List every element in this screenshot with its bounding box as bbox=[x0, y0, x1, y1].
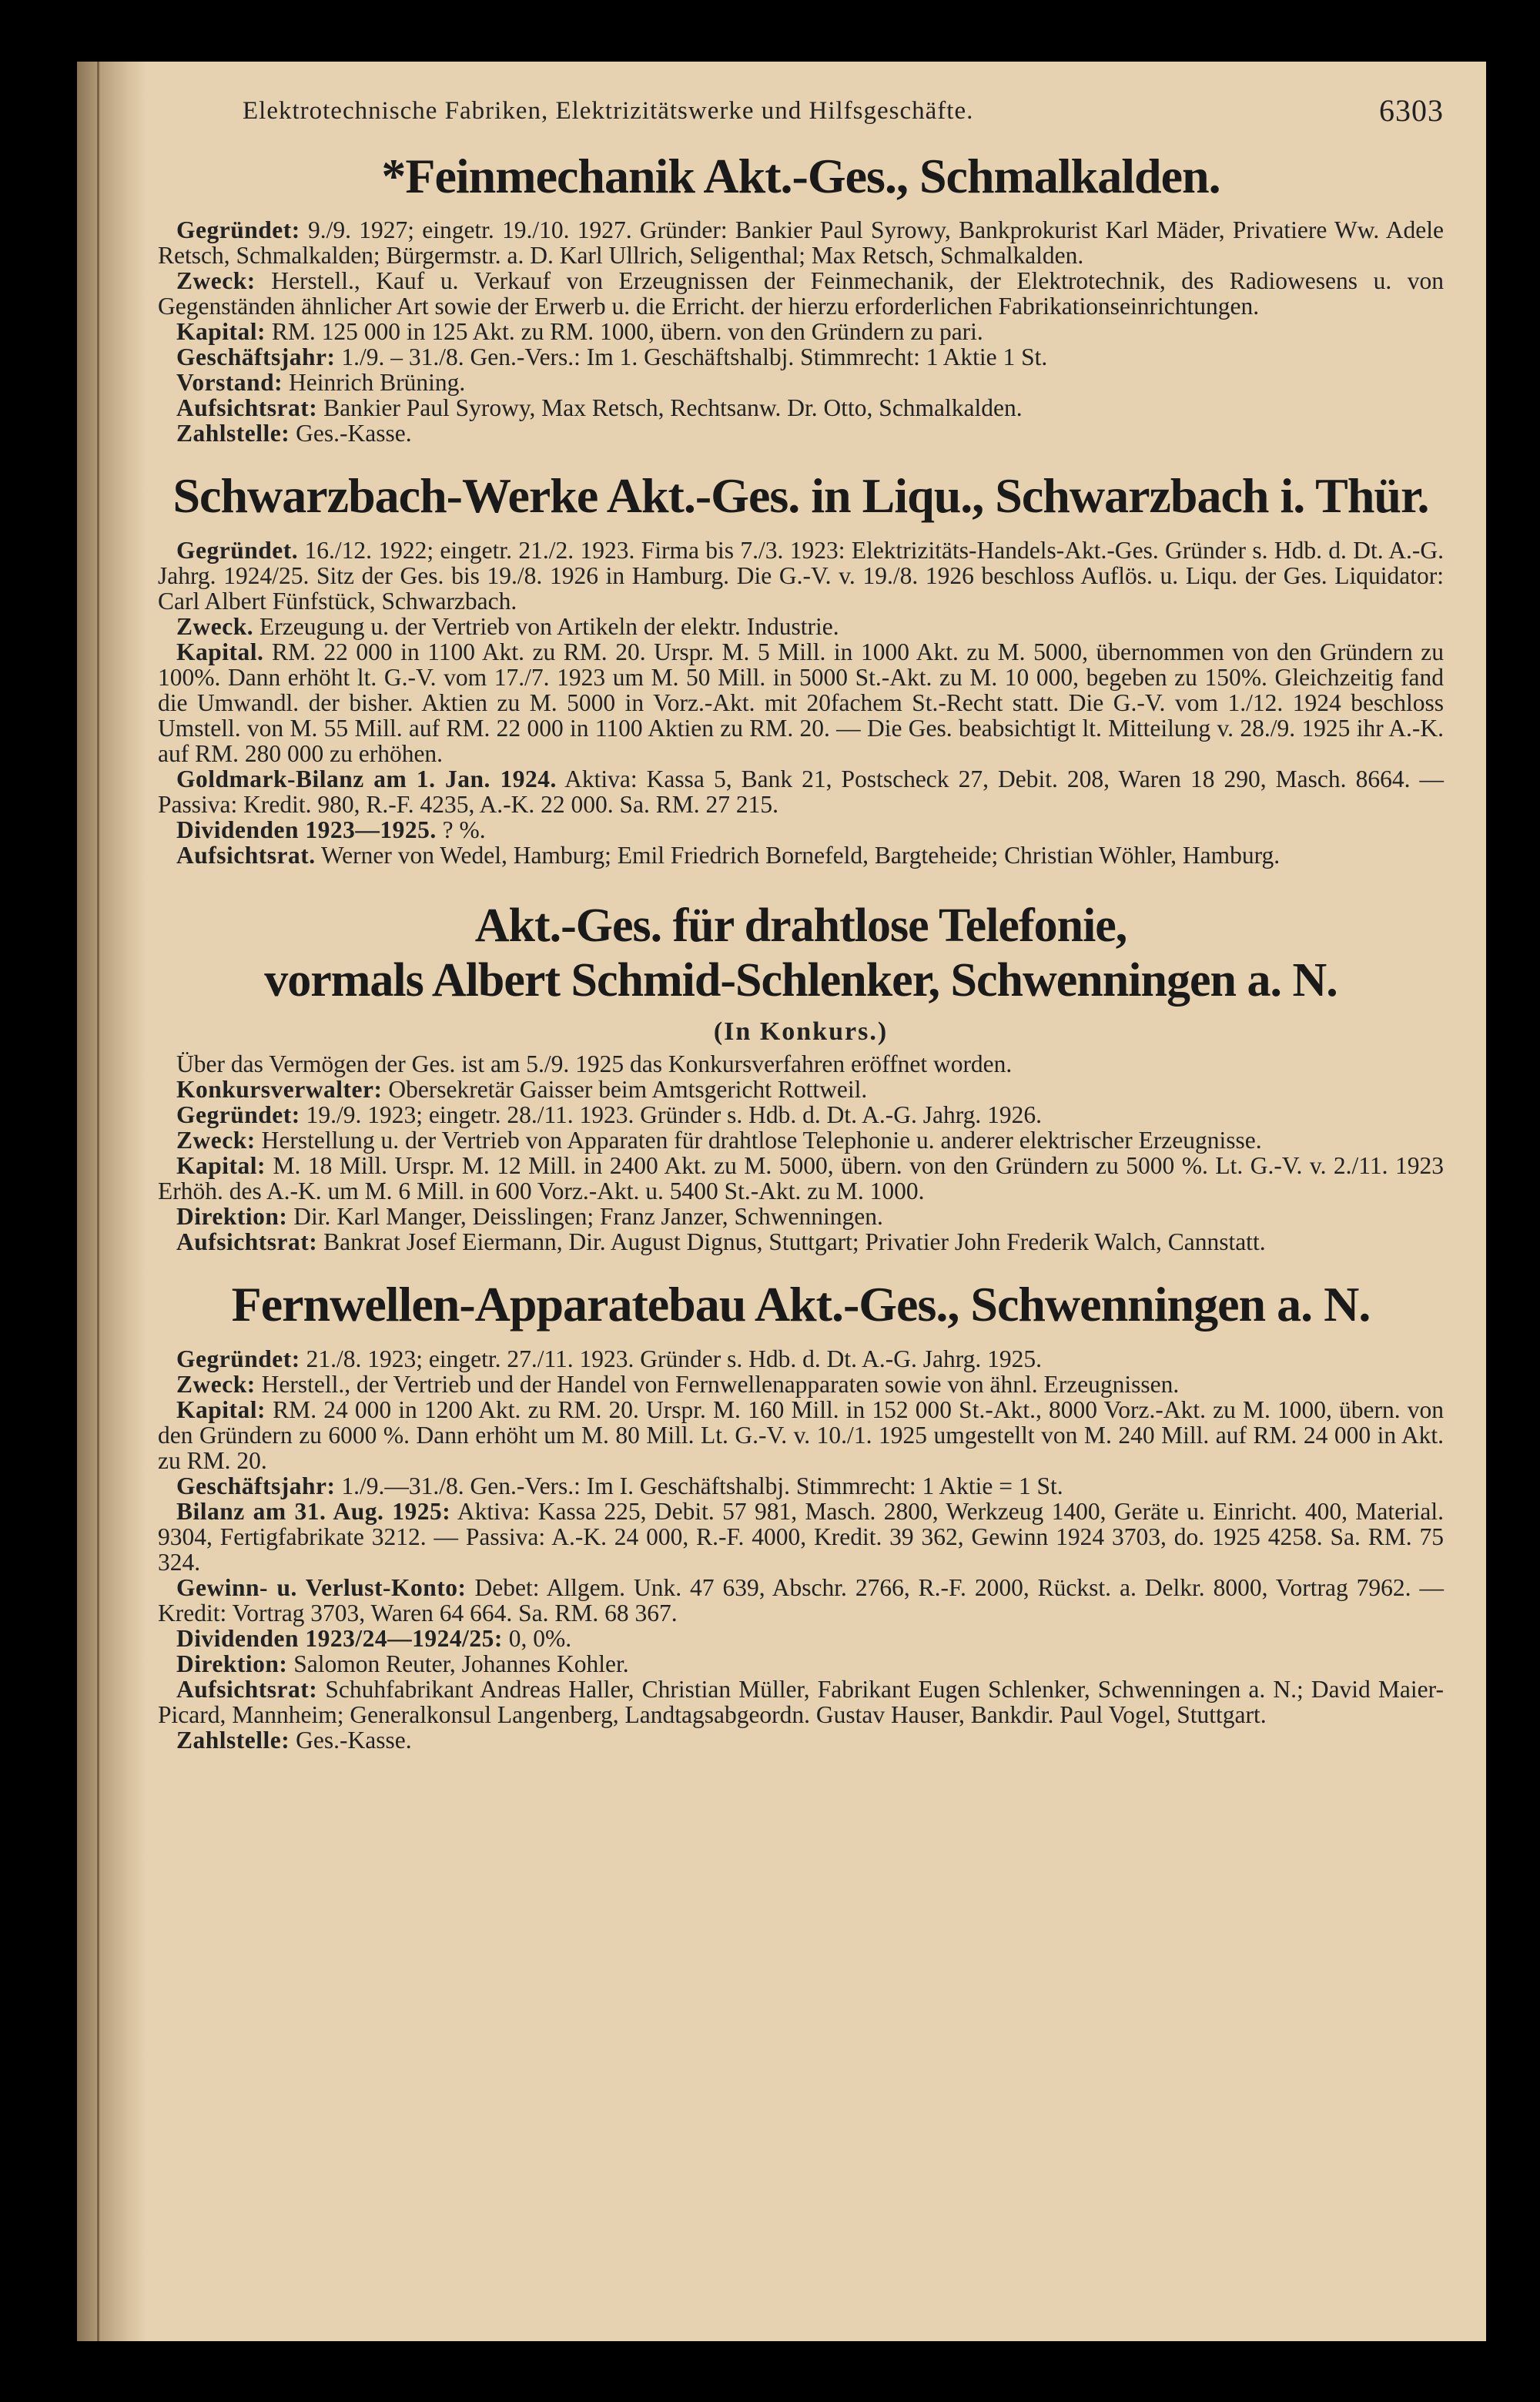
field-text: M. 18 Mill. Urspr. M. 12 Mill. in 2400 Akt. zu M. 5000, übern. von den Gründern zu 5000 %. Lt. G.-V. v. 2./11. 1923 Erhöh. des A.-K. um M. 6 Mill. in 600 Vorz.-Akt. u. 5400 St.-Akt. zu M. 1000. bbox=[158, 1152, 1444, 1205]
field-text: Herstell., der Vertrieb und der Handel von Fernwellenapparaten sowie von ähnl. Erzeugnissen. bbox=[261, 1370, 1180, 1398]
field-label: Dividenden 1923/24—1924/25: bbox=[176, 1624, 503, 1652]
entry-paragraph bbox=[158, 1473, 1444, 1499]
field-text: Bankier Paul Syrowy, Max Retsch, Rechtsanw. Dr. Otto, Schmalkalden. bbox=[323, 394, 1023, 422]
entry-paragraph bbox=[158, 1077, 1444, 1102]
entry-paragraph bbox=[158, 1153, 1444, 1204]
company-title: *Feinmechanik Akt.-Ges., Schmalkalden. bbox=[381, 149, 1220, 203]
running-head bbox=[158, 92, 1444, 139]
entry-paragraph bbox=[158, 1499, 1444, 1575]
entry-paragraph bbox=[158, 370, 1444, 395]
field-label: Konkursverwalter: bbox=[176, 1076, 383, 1104]
company-title: Fernwellen-Apparatebau Akt.-Ges., Schwenningen a. N. bbox=[231, 1277, 1371, 1332]
entry-paragraph bbox=[158, 1397, 1444, 1473]
field-text: Dir. Karl Manger, Deisslingen; Franz Janzer, Schwenningen. bbox=[293, 1203, 883, 1231]
entry-paragraph bbox=[158, 1229, 1444, 1255]
field-text: Salomon Reuter, Johannes Kohler. bbox=[293, 1650, 629, 1677]
field-label: Aufsichtsrat. bbox=[176, 841, 316, 869]
field-label: Kapital: bbox=[176, 1152, 266, 1180]
company-title bbox=[158, 899, 1444, 1009]
entry-paragraph bbox=[158, 1727, 1444, 1753]
entry-paragraph bbox=[158, 843, 1444, 868]
field-label: Aufsichtsrat: bbox=[176, 1228, 318, 1256]
field-text: Ges.-Kasse. bbox=[296, 1726, 412, 1754]
entry-paragraph bbox=[158, 538, 1444, 614]
field-text: Aktiva: Kassa 5, Bank 21, Postscheck 27, Debit. 208, Waren 18 290, Masch. 8664. — Passiva: Kredit. 980, R.-F. 4235, A.-K. 22 000. Sa. RM. 27 215. bbox=[158, 765, 1444, 818]
entry-paragraph bbox=[158, 1372, 1444, 1397]
field-label: Gegründet: bbox=[176, 1101, 300, 1129]
field-text: 19./9. 1923; eingetr. 28./11. 1923. Gründer s. Hdb. d. Dt. A.-G. Jahrg. 1926. bbox=[306, 1101, 1043, 1129]
field-label: Zweck: bbox=[176, 267, 256, 295]
field-text: 1./9. – 31./8. Gen.-Vers.: Im 1. Geschäftshalbj. Stimmrecht: 1 Aktie 1 St. bbox=[341, 343, 1048, 371]
field-label: Aufsichtsrat: bbox=[176, 1675, 318, 1703]
field-text: RM. 22 000 in 1100 Akt. zu RM. 20. Urspr. M. 5 Mill. in 1000 Akt. zu M. 5000, übernommen von den Gründern zu 100%. Dann erhöht lt. G.-V. vom 17./7. 1923 um M. 50 Mill. in 5000 St.-Akt. zu M. 10 000, begeben zu 150%. Gleichzeitig fand die Umwandl. der bisher. Aktien zu M. 5000 in Vorz.-Akt. mit 20fachem St.-Recht statt. Die G.-V. vom 1./12. 1924 beschloss Umstell. von M. 55 Mill. auf RM. 22 000 in 1100 Aktien zu RM. 20. — Die Ges. beabsichtigt lt. Mitteilung v. 28./9. 1925 ihr A.-K. auf RM. 280 000 zu erhöhen. bbox=[158, 638, 1445, 767]
entry-paragraph bbox=[158, 1575, 1444, 1626]
field-text: Bankrat Josef Eiermann, Dir. August Dignus, Stuttgart; Privatier John Frederik Walch, Cannstatt. bbox=[323, 1228, 1266, 1256]
entry-paragraph bbox=[158, 766, 1444, 817]
entry-paragraph bbox=[158, 319, 1444, 344]
field-text: Erzeugung u. der Vertrieb von Artikeln der elektr. Industrie. bbox=[259, 612, 839, 640]
field-label: Gegründet: bbox=[176, 216, 300, 244]
field-text: 16./12. 1922; eingetr. 21./2. 1923. Firma bis 7./3. 1923: Elektrizitäts-Handels-Akt.-Ges. Gründer s. Hdb. d. Dt. A.-G. Jahrg. 1924/25. Sitz der Ges. bis 19./8. 1926 in Hamburg. Die G.-V. v. 19./8. 1926 beschloss Auflös. u. Liqu. der Ges. Liquidator: Carl Albert Fünfstück, Schwarzbach. bbox=[158, 536, 1444, 615]
entry-paragraph bbox=[158, 1346, 1444, 1372]
entry-paragraph bbox=[158, 1651, 1444, 1677]
bankruptcy-note: (In Konkurs.) bbox=[713, 1017, 889, 1047]
field-text: Debet: Allgem. Unk. 47 639, Abschr. 2766, R.-F. 2000, Rückst. a. Delkr. 8000, Vortrag 7962. — Kredit: Vortrag 3703, Waren 64 664. Sa. RM. 68 367. bbox=[158, 1573, 1444, 1626]
field-label: Direktion: bbox=[176, 1203, 288, 1231]
entry-paragraph bbox=[158, 1102, 1444, 1127]
field-label: Kapital: bbox=[176, 318, 266, 346]
field-label: Geschäftsjahr: bbox=[176, 1472, 336, 1499]
page-gutter-shadow bbox=[77, 62, 146, 2341]
running-head-title: Elektrotechnische Fabriken, Elektrizitätswerke und Hilfsgeschäfte. bbox=[243, 97, 974, 125]
entry-paragraph bbox=[158, 1677, 1444, 1727]
field-text: Über das Vermögen der Ges. ist am 5./9. 1925 das Konkursverfahren eröffnet worden. bbox=[176, 1050, 1013, 1078]
entry-paragraph bbox=[158, 268, 1444, 319]
company-entry-schwarzbach bbox=[158, 469, 1444, 867]
entry-paragraph bbox=[158, 420, 1444, 446]
field-label: Vorstand: bbox=[176, 369, 283, 397]
page-content bbox=[158, 92, 1444, 1776]
entry-paragraph bbox=[158, 1626, 1444, 1651]
company-title-line-2: vormals Albert Schmid-Schlenker, Schwenningen a. N. bbox=[264, 954, 1337, 1007]
field-label: Dividenden 1923—1925. bbox=[176, 816, 437, 843]
entry-paragraph bbox=[158, 344, 1444, 370]
company-entry-feinmechanik bbox=[158, 149, 1444, 446]
gutter-fold-line bbox=[97, 62, 99, 2341]
field-label: Bilanz am 31. Aug. 1925: bbox=[176, 1497, 451, 1525]
scanned-page bbox=[77, 62, 1486, 2341]
entry-paragraph bbox=[158, 1127, 1444, 1153]
field-text: 21./8. 1923; eingetr. 27./11. 1923. Gründer s. Hdb. d. Dt. A.-G. Jahrg. 1925. bbox=[306, 1345, 1043, 1372]
field-label: Goldmark-Bilanz am 1. Jan. 1924. bbox=[176, 765, 557, 792]
entry-paragraph bbox=[158, 1204, 1444, 1229]
field-label: Gegründet: bbox=[176, 1345, 300, 1372]
field-text: Obersekretär Gaisser beim Amtsgericht Rottweil. bbox=[388, 1076, 868, 1104]
entry-paragraph bbox=[158, 1051, 1444, 1077]
field-label: Gewinn- u. Verlust-Konto: bbox=[176, 1573, 467, 1601]
field-label: Aufsichtsrat: bbox=[176, 394, 318, 422]
field-label: Zweck: bbox=[176, 1370, 256, 1398]
field-text: ? %. bbox=[442, 816, 486, 843]
company-entry-fernwellen bbox=[158, 1278, 1444, 1752]
field-text: Werner von Wedel, Hamburg; Emil Friedrich Bornefeld, Bargteheide; Christian Wöhler, Hamburg. bbox=[320, 841, 1281, 869]
field-label: Zahlstelle: bbox=[176, 1726, 290, 1754]
field-label: Geschäftsjahr: bbox=[176, 343, 336, 371]
field-text: 0, 0%. bbox=[508, 1624, 572, 1652]
entry-paragraph bbox=[158, 639, 1444, 766]
field-text: Herstellung u. der Vertrieb von Apparaten für drahtlose Telephonie u. anderer elektrischer Erzeugnisse. bbox=[261, 1127, 1262, 1154]
field-text: RM. 24 000 in 1200 Akt. zu RM. 20. Urspr. M. 160 Mill. in 152 000 St.-Akt., 8000 Vorz.-Akt. zu M. 1000, übern. von den Gründern zu 6000 %. Dann erhöht um M. 80 Mill. Lt. G.-V. v. 10./1. 1925 umgestellt von M. 240 Mill. auf RM. 24 000 in Akt. zu RM. 20. bbox=[158, 1395, 1445, 1474]
field-text: Herstell., Kauf u. Verkauf von Erzeugnissen der Feinmechanik, der Elektrotechnik, des Radiowesens u. von Gegenständen ähnlicher Art sowie der Erwerb u. die Erricht. der hierzu erforderlichen Fabrikationseinrichtungen. bbox=[158, 267, 1445, 320]
entry-paragraph bbox=[158, 614, 1444, 639]
field-label: Zweck. bbox=[176, 612, 254, 640]
page-number: 6303 bbox=[1379, 93, 1444, 128]
field-label: Direktion: bbox=[176, 1650, 288, 1677]
company-title-line-1: Akt.-Ges. für drahtlose Telefonie, bbox=[474, 899, 1127, 952]
field-label: Zweck: bbox=[176, 1127, 256, 1154]
company-entry-drahtlose-telefonie bbox=[158, 899, 1444, 1255]
field-text: 1./9.—31./8. Gen.-Vers.: Im I. Geschäftshalbj. Stimmrecht: 1 Aktie = 1 St. bbox=[341, 1472, 1063, 1499]
field-text: 9./9. 1927; eingetr. 19./10. 1927. Gründer: Bankier Paul Syrowy, Bankprokurist Karl Mäder, Privatiere Ww. Adele Retsch, Schmalkalden; Bürgermstr. a. D. Karl Ullrich, Seligenthal; Max Retsch, Schmalkalden. bbox=[158, 216, 1444, 270]
entry-paragraph bbox=[158, 217, 1444, 268]
field-text: RM. 125 000 in 125 Akt. zu RM. 1000, übern. von den Gründern zu pari. bbox=[271, 318, 983, 346]
field-label: Kapital: bbox=[176, 1395, 266, 1423]
entry-paragraph bbox=[158, 817, 1444, 843]
field-text: Aktiva: Kassa 225, Debit. 57 981, Masch. 2800, Werkzeug 1400, Geräte u. Einricht. 400, Material. 9304, Fertigfabrikate 3212. — Passiva: A.-K. 24 000, R.-F. 4000, Kredit. 39 362, Gewinn 1924 3703, do. 1925 4258. Sa. RM. 75 324. bbox=[158, 1497, 1444, 1576]
company-title: Schwarzbach-Werke Akt.-Ges. in Liqu., Schwarzbach i. Thür. bbox=[172, 468, 1429, 524]
field-label: Gegründet. bbox=[176, 536, 299, 564]
entry-paragraph bbox=[158, 395, 1444, 420]
field-text: Ges.-Kasse. bbox=[296, 420, 412, 447]
field-text: Schuhfabrikant Andreas Haller, Christian Müller, Fabrikant Eugen Schlenker, Schwenningen a. N.; David Maier-Picard, Mannheim; Generalkonsul Langenberg, Landtagsabgeordn. Gustav Hauser, Bankdir. Paul Vogel, Stuttgart. bbox=[158, 1675, 1444, 1728]
field-text: Heinrich Brüning. bbox=[289, 369, 466, 397]
field-label: Kapital. bbox=[176, 638, 264, 665]
field-label: Zahlstelle: bbox=[176, 420, 290, 447]
